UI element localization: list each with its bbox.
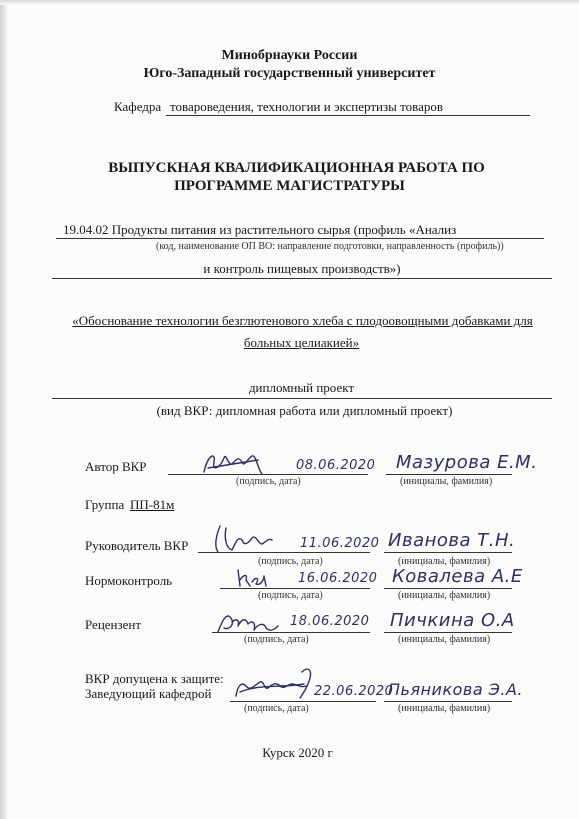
- head-date: 22.06.2020: [314, 684, 394, 699]
- topic-line2: больных целиакией»: [243, 335, 360, 350]
- work-title-line1: ВЫПУСКНАЯ КВАЛИФИКАЦИОННАЯ РАБОТА ПО: [108, 160, 485, 176]
- topic-line1: «Обоснование технологии безглютенового хлеба с плодоовощными добавками для: [72, 313, 533, 328]
- program-hint: (код, наименование ОП ВО: направление подготовки, направленность (профиль)): [156, 241, 504, 252]
- supervisor-name-line: [384, 552, 512, 553]
- ministry-name: Минобрнауки России: [221, 48, 358, 63]
- reviewer-sign-caption: (подпись, дата): [244, 634, 309, 645]
- supervisor-name-caption: (инициалы, фамилия): [398, 556, 491, 567]
- normcontrol-label: Нормоконтроль: [85, 573, 173, 588]
- head-label: Заведующий кафедрой: [85, 686, 212, 701]
- department-label: Кафедра: [114, 99, 162, 114]
- head-sign-caption: (подпись, дата): [244, 703, 309, 714]
- department-underline: [166, 115, 530, 116]
- normcontrol-name: Ковалева А.Е: [392, 566, 523, 587]
- head-name-caption: (инициалы, фамилия): [398, 703, 491, 714]
- group-label: Группа: [85, 497, 125, 512]
- reviewer-label: Рецензент: [85, 617, 142, 632]
- author-label: Автор ВКР: [85, 459, 147, 474]
- author-sign-caption: (подпись, дата): [236, 476, 301, 487]
- normcontrol-name-caption: (инициалы, фамилия): [398, 590, 491, 601]
- reviewer-date: 18.06.2020: [290, 614, 370, 629]
- university-name: Юго-Западный государственный университет: [143, 66, 436, 81]
- normcontrol-date: 16.06.2020: [298, 571, 378, 586]
- reviewer-name: Пичкина О.А: [390, 610, 515, 631]
- work-title-line2: ПРОГРАММЕ МАГИСТРАТУРЫ: [174, 178, 405, 194]
- work-kind-underline: [52, 398, 552, 399]
- supervisor-sign-caption: (подпись, дата): [258, 556, 323, 567]
- reviewer-name-caption: (инициалы, фамилия): [398, 634, 491, 645]
- author-name-line: [386, 474, 512, 475]
- supervisor-date: 11.06.2020: [300, 536, 380, 551]
- program-underline-2: [52, 278, 552, 279]
- head-signature: [230, 662, 320, 702]
- author-date: 08.06.2020: [296, 458, 376, 473]
- supervisor-signature: [206, 522, 276, 556]
- program-underline-1: [56, 238, 544, 239]
- scan-edge-top: [0, 0, 579, 5]
- work-kind: дипломный проект: [248, 380, 355, 395]
- department-name: товароведения, технологии и экспертизы товаров: [170, 99, 443, 114]
- normcontrol-sign-caption: (подпись, дата): [258, 590, 323, 601]
- normcontrol-name-line: [384, 588, 512, 589]
- head-name: Пьяникова Э.А.: [388, 680, 524, 699]
- program-line1: 19.04.02 Продукты питания из растительного сырья (профиль «Анализ: [63, 222, 457, 237]
- work-kind-hint: (вид ВКР: дипломная работа или дипломный проект): [156, 403, 453, 418]
- head-name-line: [384, 701, 512, 702]
- city-year: Курск 2020 г: [262, 745, 333, 760]
- normcontrol-signature: [234, 566, 274, 590]
- reviewer-name-line: [384, 632, 512, 633]
- supervisor-label: Руководитель ВКР: [85, 538, 189, 553]
- group-value: ПП-81м: [130, 497, 175, 512]
- admission-label: ВКР допущена к защите:: [85, 671, 224, 686]
- program-line2: и контроль пищевых производств»): [203, 261, 401, 276]
- supervisor-name: Иванова Т.Н.: [388, 530, 516, 551]
- author-name-caption: (инициалы, фамилия): [400, 476, 493, 487]
- author-name: Мазурова Е.М.: [396, 452, 538, 473]
